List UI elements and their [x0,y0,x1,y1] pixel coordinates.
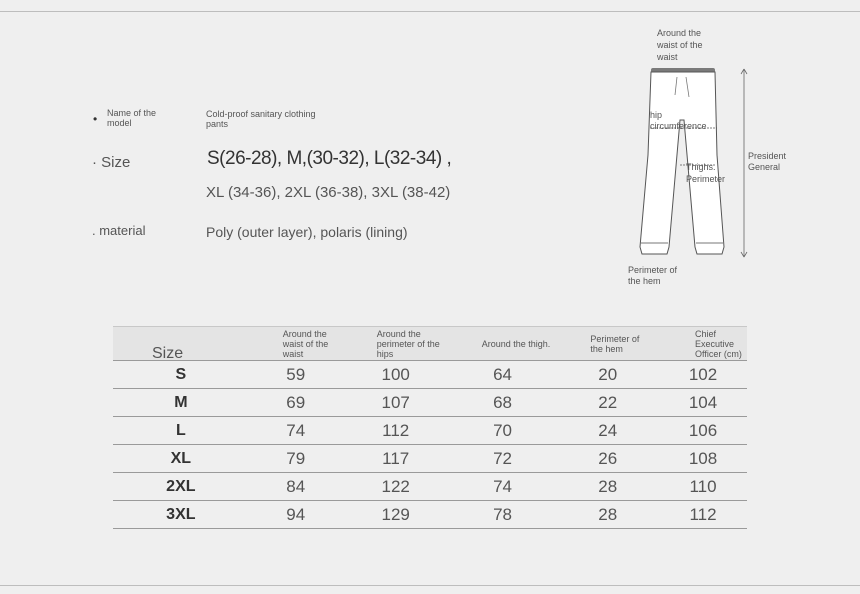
table-row [113,389,747,417]
length-cell: 112 [659,501,747,529]
size-cell: 3XL [113,501,249,529]
waist-label: Around the waist of the waist [657,28,703,62]
thigh-cell: 78 [449,501,557,529]
waist-cell: 84 [249,473,343,501]
header-hips-text: Around the perimeter of the hips [376,328,440,359]
hips-cell: 129 [343,501,449,529]
material-label: . material [92,223,146,238]
hips-cell: 122 [343,473,449,501]
waist-cell: 69 [249,389,343,417]
header-hips [343,327,449,361]
thigh-cell: 64 [449,361,557,389]
top-divider [0,11,860,12]
length-cell: 104 [659,389,747,417]
length-label: President General [748,151,787,172]
hip-label: hip circumference [650,110,707,131]
header-length [659,327,747,361]
model-name-value: Cold-proof sanitary clothing pants [206,109,316,129]
length-cell: 110 [659,473,747,501]
thigh-cell: 70 [449,417,557,445]
hem-cell: 28 [556,473,659,501]
hem-cell: 24 [556,417,659,445]
table-row [113,445,747,473]
size-cell: L [113,417,249,445]
waist-cell: 59 [249,361,343,389]
bottom-divider [0,585,860,586]
hem-cell: 20 [556,361,659,389]
material-value: Poly (outer layer), polaris (lining) [206,224,408,240]
size-cell: XL [113,445,249,473]
header-hem-text: Perimeter of the hem [590,333,640,354]
hem-cell: 28 [556,501,659,529]
table-header-row [113,327,747,361]
length-cell: 108 [659,445,747,473]
length-cell: 102 [659,361,747,389]
table-row [113,501,747,529]
table-row [113,417,747,445]
hips-cell: 112 [343,417,449,445]
header-waist [249,327,343,361]
hem-cell: 22 [556,389,659,417]
thigh-cell: 72 [449,445,557,473]
waist-cell: 74 [249,417,343,445]
thigh-cell: 74 [449,473,557,501]
size-range-line1: S(26-28), M,(30-32), L(32-34) , [207,148,452,169]
hips-cell: 117 [343,445,449,473]
length-cell: 106 [659,417,747,445]
hips-cell: 107 [343,389,449,417]
hem-cell: 26 [556,445,659,473]
table-row [113,361,747,389]
waist-cell: 79 [249,445,343,473]
header-length-text: Chief Executive Officer (cm) [695,328,742,359]
hips-cell: 100 [343,361,449,389]
model-name-label: Name of the model [107,108,157,128]
header-hem [556,327,659,361]
header-thigh-text: Around the thigh. [481,338,551,349]
header-waist-text: Around the waist of the waist [282,328,329,359]
size-cell: 2XL [113,473,249,501]
thigh-label: Thighs. Perimeter [686,162,726,184]
pants-measurement-diagram [620,25,800,295]
thigh-cell: 68 [449,389,557,417]
size-cell: M [113,389,249,417]
bullet-dot: • [93,112,98,126]
size-cell: S [113,361,249,389]
table-row [113,473,747,501]
header-thigh [449,327,557,361]
size-chart-table [113,326,747,529]
size-label: · Size [92,154,131,171]
size-range-line2: XL (34-36), 2XL (36-38), 3XL (38-42) [206,184,451,201]
hem-label: Perimeter of the hem [628,265,678,286]
header-size: Size [113,327,249,361]
waist-cell: 94 [249,501,343,529]
